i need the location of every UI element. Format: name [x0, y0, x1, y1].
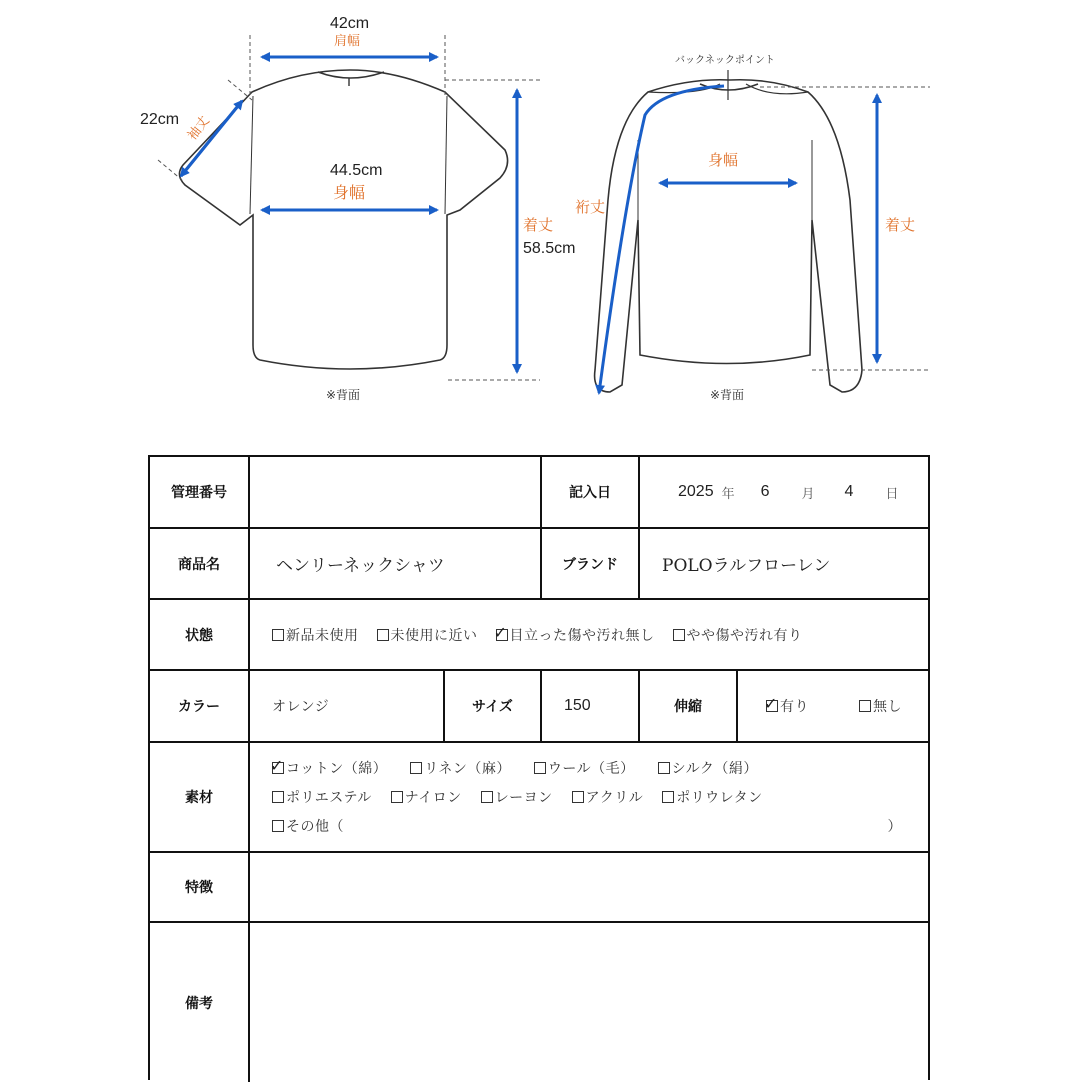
body-width-value: 44.5cm: [330, 162, 383, 179]
checkbox[interactable]: [534, 762, 546, 774]
material-line-2: [272, 787, 763, 807]
entry-date-year: 2025: [678, 483, 714, 500]
brand-header: ブランド: [540, 529, 638, 598]
condition-header: 状態: [185, 627, 213, 644]
stretch-option-yes[interactable]: ✓ 有り: [766, 696, 809, 716]
product-name-header: 商品名: [178, 556, 220, 573]
color-header: カラー: [178, 699, 220, 715]
condition-options: [248, 600, 928, 669]
measurement-diagrams: [0, 0, 1080, 430]
entry-date-year-unit: 年: [721, 486, 735, 502]
remarks-header: 備考: [185, 995, 213, 1012]
back-neck-point-label: バックネックポイント: [675, 55, 775, 66]
material-option-cotton[interactable]: ✓コットン（綿）: [272, 761, 387, 777]
material-option-polyurethane[interactable]: ポリウレタン: [662, 790, 762, 806]
condition-option-no-damage[interactable]: ✓ 目立った傷や汚れ無し: [496, 625, 655, 645]
checkbox[interactable]: [481, 791, 493, 803]
checkbox[interactable]: [572, 791, 584, 803]
row-color-size: [150, 671, 928, 743]
sleeve-length-value: 22cm: [140, 111, 180, 128]
color-field[interactable]: オレンジ: [248, 671, 443, 741]
checkbox-checked[interactable]: [496, 629, 508, 641]
brand-field[interactable]: POLOラルフローレン: [638, 529, 928, 598]
features-header: 特徴: [185, 880, 213, 896]
entry-date-header: 記入日: [540, 457, 638, 527]
length-label: 着丈: [523, 216, 554, 234]
material-option-linen[interactable]: リネン（麻）: [410, 761, 511, 777]
entry-date-day-unit: 日: [885, 486, 899, 502]
checkbox[interactable]: [662, 791, 674, 803]
row-condition: [150, 600, 928, 671]
material-header: 素材: [185, 790, 213, 806]
checkbox[interactable]: [272, 820, 284, 832]
shoulder-width-label: 肩幅: [334, 34, 361, 49]
raglan-outline: [595, 70, 862, 392]
material-option-polyester[interactable]: ポリエステル: [272, 790, 372, 806]
condition-option-like-new[interactable]: 未使用に近い: [377, 625, 478, 645]
row-management: [150, 457, 928, 529]
row-product: [150, 529, 928, 600]
stretch-option-no[interactable]: 無し: [859, 696, 902, 716]
checkbox[interactable]: [410, 762, 422, 774]
management-number-field[interactable]: [248, 457, 540, 527]
material-option-rayon[interactable]: レーヨン: [481, 790, 553, 806]
size-field[interactable]: 150: [540, 671, 638, 741]
remarks-field[interactable]: [248, 923, 928, 1082]
checkbox[interactable]: [859, 700, 871, 712]
checkbox[interactable]: [272, 791, 284, 803]
checkbox-checked[interactable]: [766, 700, 778, 712]
material-option-wool[interactable]: ウール（毛）: [534, 761, 635, 777]
entry-date-field[interactable]: [638, 457, 928, 527]
product-info-form: [148, 455, 930, 1080]
material-option-other[interactable]: その他（: [272, 816, 344, 836]
management-number-header: 管理番号: [171, 485, 227, 501]
material-option-acrylic[interactable]: アクリル: [572, 790, 644, 806]
checkbox[interactable]: [391, 791, 403, 803]
material-option-nylon[interactable]: ナイロン: [391, 790, 462, 806]
checkbox[interactable]: [658, 762, 670, 774]
stretch-options: [736, 671, 928, 741]
material-option-silk[interactable]: シルク（絹）: [658, 761, 758, 777]
entry-date-month-unit: 月: [801, 486, 815, 502]
shoulder-width-value: 42cm: [330, 15, 370, 32]
material-other-close: ）: [887, 819, 902, 835]
checkbox-checked[interactable]: [272, 762, 284, 774]
raglan-sleeve-label: 裄丈: [575, 198, 606, 216]
row-remarks: [150, 923, 928, 1082]
sleeve-length-label: 袖丈: [185, 113, 213, 144]
tshirt-outline: [179, 70, 507, 369]
checkbox[interactable]: [272, 629, 284, 641]
material-line-1: [272, 758, 776, 778]
entry-date-day: 4: [844, 483, 854, 500]
checkbox[interactable]: [377, 629, 389, 641]
body-width-label: 身幅: [333, 183, 366, 202]
raglan-length-label: 着丈: [885, 216, 916, 234]
checkbox[interactable]: [673, 629, 685, 641]
features-field[interactable]: [248, 853, 928, 921]
material-options: [248, 743, 928, 851]
stretch-header: 伸縮: [638, 671, 736, 741]
raglan-body-width-label: 身幅: [708, 151, 739, 169]
row-features: [150, 853, 928, 923]
product-name-field[interactable]: ヘンリーネックシャツ: [248, 529, 540, 598]
entry-date-month: 6: [760, 483, 770, 500]
tshirt-back-note: ※背面: [326, 388, 361, 402]
length-value: 58.5cm: [523, 240, 576, 257]
garment-illustrations: [0, 0, 1080, 430]
condition-option-some-damage[interactable]: やや傷や汚れ有り: [673, 625, 803, 645]
size-header: サイズ: [443, 671, 540, 741]
row-material: [150, 743, 928, 853]
condition-option-new[interactable]: 新品未使用: [272, 625, 359, 645]
raglan-back-note: ※背面: [710, 388, 745, 402]
material-line-3: [272, 816, 902, 836]
